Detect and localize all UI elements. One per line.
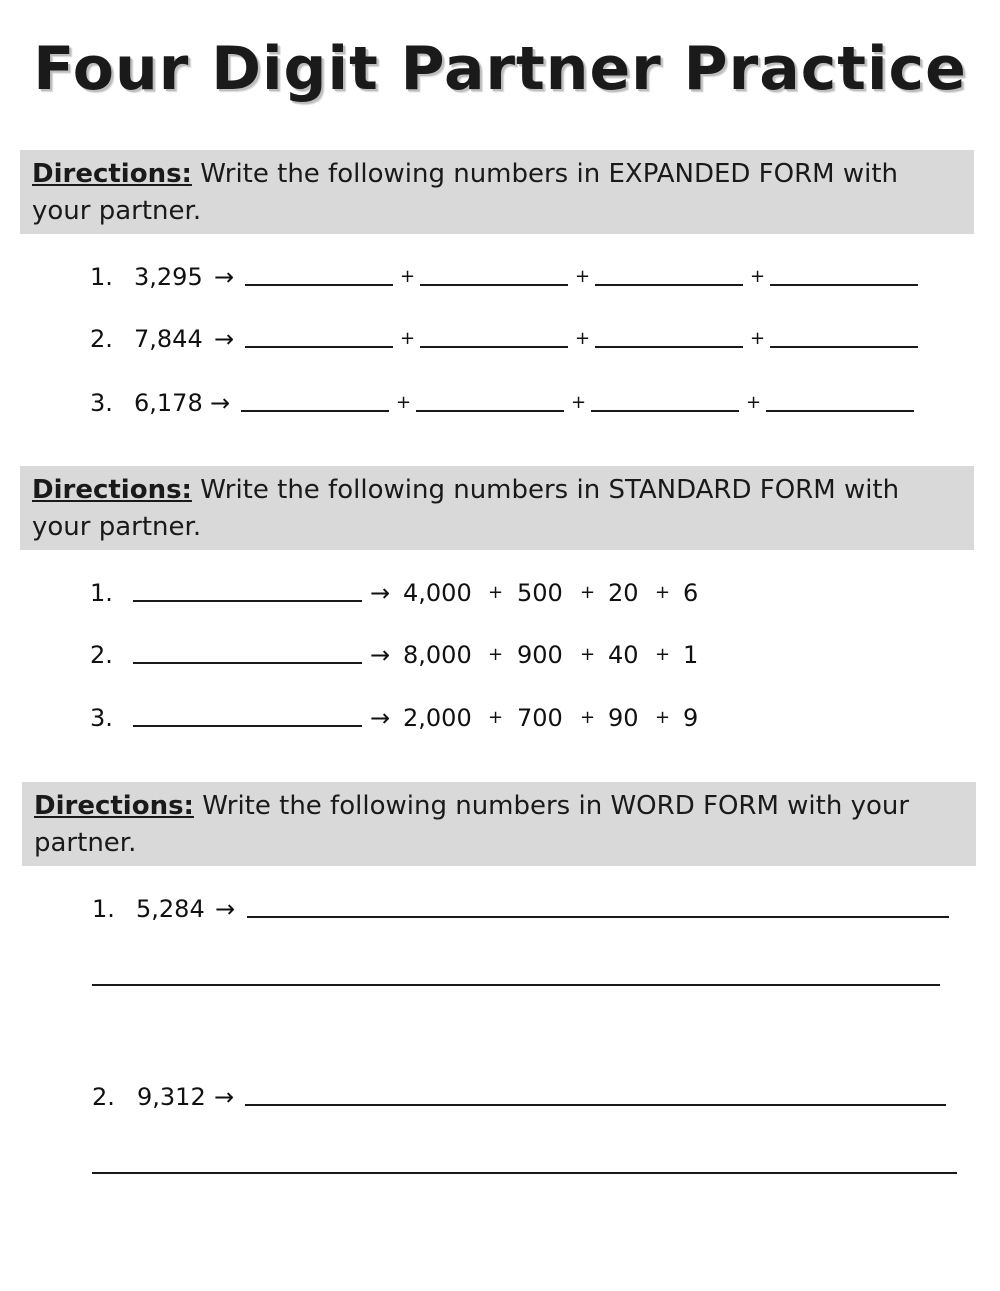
plus-sign: + [750, 328, 766, 349]
answer-line[interactable] [92, 1148, 957, 1174]
plus-sign: + [488, 644, 504, 665]
answer-line[interactable] [245, 1080, 946, 1106]
directions-text: Write the following numbers in EXPANDED FORM with your partner. [32, 159, 899, 226]
plus-sign: + [655, 582, 671, 603]
arrow-icon: → [214, 1083, 235, 1111]
arrow-icon: → [215, 895, 236, 923]
plus-sign: + [575, 328, 591, 349]
item-number: 3. [90, 704, 113, 732]
answer-blank[interactable] [133, 638, 362, 664]
answer-line[interactable] [92, 960, 940, 986]
arrow-icon: → [214, 263, 235, 291]
answer-blank[interactable] [133, 701, 362, 727]
plus-sign: + [575, 266, 591, 287]
term: 8,000 [403, 641, 472, 669]
directions-text: Write the following numbers in STANDARD FORM with your partner. [32, 475, 900, 542]
plus-sign: + [580, 707, 596, 728]
plus-sign: + [746, 392, 762, 413]
arrow-icon: → [214, 325, 235, 353]
item-number: 3. [90, 389, 113, 417]
directions-standard [20, 466, 974, 550]
directions-expanded [20, 150, 974, 234]
answer-blank[interactable] [416, 386, 564, 412]
term: 4,000 [403, 579, 472, 607]
arrow-icon: → [370, 579, 391, 607]
item-number: 2. [92, 1083, 115, 1111]
directions-word [22, 782, 976, 866]
term: 9 [683, 704, 699, 732]
term: 6 [683, 579, 699, 607]
answer-blank[interactable] [245, 260, 393, 286]
term: 500 [517, 579, 563, 607]
term: 20 [608, 579, 639, 607]
item-number: 1. [90, 579, 113, 607]
item-value: 6,178 [134, 389, 203, 417]
directions-label: Directions: [32, 475, 192, 505]
plus-sign: + [488, 707, 504, 728]
plus-sign: + [488, 582, 504, 603]
plus-sign: + [580, 582, 596, 603]
directions-label: Directions: [34, 791, 194, 821]
answer-blank[interactable] [591, 386, 739, 412]
plus-sign: + [655, 644, 671, 665]
item-number: 1. [92, 895, 115, 923]
plus-sign: + [750, 266, 766, 287]
item-number: 1. [90, 263, 113, 291]
term: 90 [608, 704, 639, 732]
term: 2,000 [403, 704, 472, 732]
term: 40 [608, 641, 639, 669]
term: 700 [517, 704, 563, 732]
plus-sign: + [400, 266, 416, 287]
plus-sign: + [655, 707, 671, 728]
plus-sign: + [400, 328, 416, 349]
answer-line[interactable] [247, 892, 949, 918]
plus-sign: + [396, 392, 412, 413]
directions-label: Directions: [32, 159, 192, 189]
item-value: 3,295 [134, 263, 203, 291]
answer-blank[interactable] [133, 576, 362, 602]
arrow-icon: → [210, 389, 231, 417]
directions-text: Write the following numbers in WORD FORM with your partner. [34, 791, 910, 858]
answer-blank[interactable] [595, 260, 743, 286]
answer-blank[interactable] [420, 260, 568, 286]
answer-blank[interactable] [770, 322, 918, 348]
term: 900 [517, 641, 563, 669]
worksheet-title: Four Digit Partner Practice [33, 34, 967, 104]
item-number: 2. [90, 325, 113, 353]
answer-blank[interactable] [766, 386, 914, 412]
item-number: 2. [90, 641, 113, 669]
arrow-icon: → [370, 704, 391, 732]
answer-blank[interactable] [420, 322, 568, 348]
answer-blank[interactable] [595, 322, 743, 348]
item-value: 9,312 [137, 1083, 206, 1111]
item-value: 5,284 [136, 895, 205, 923]
plus-sign: + [580, 644, 596, 665]
plus-sign: + [571, 392, 587, 413]
answer-blank[interactable] [245, 322, 393, 348]
term: 1 [683, 641, 699, 669]
answer-blank[interactable] [241, 386, 389, 412]
arrow-icon: → [370, 641, 391, 669]
answer-blank[interactable] [770, 260, 918, 286]
item-value: 7,844 [134, 325, 203, 353]
